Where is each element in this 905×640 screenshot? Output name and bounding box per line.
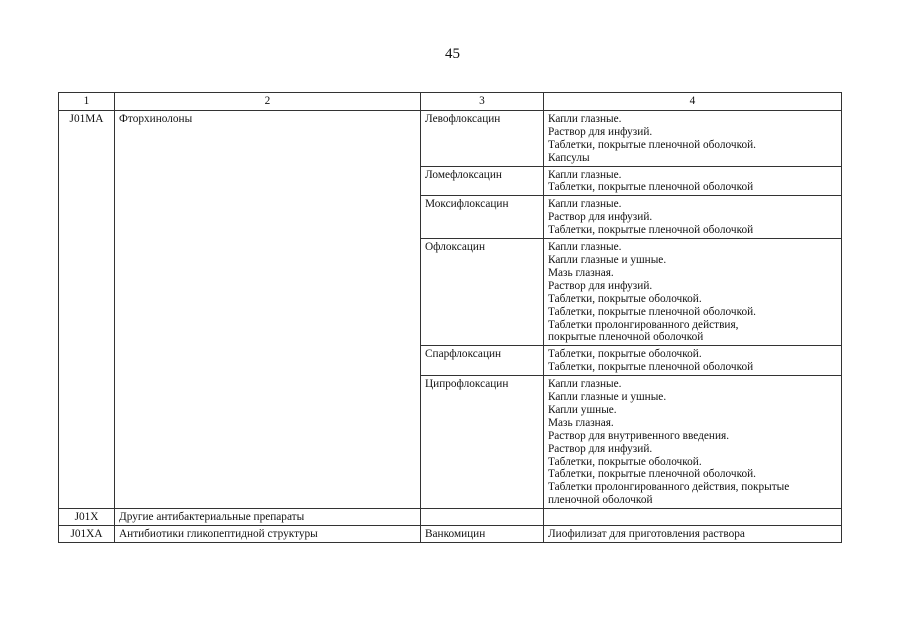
dosage-form: Таблетки, покрытые пленочной оболочкой [548,181,754,194]
dosage-forms [544,166,842,196]
dosage-form: Раствор для внутривенного введения. [548,429,730,442]
drug-name: Офлоксацин [421,239,544,346]
atc-group-name: Другие антибактериальные препараты [115,509,421,526]
dosage-form: Капсулы [548,151,590,164]
drug-name: Моксифлоксацин [421,196,544,239]
drug-name: Спарфлоксацин [421,346,544,376]
atc-code: J01X [59,509,115,526]
dosage-form: Капли глазные. [548,241,622,254]
empty-cell [544,509,842,526]
dosage-form: Таблетки, покрытые оболочкой. [548,292,702,305]
dosage-form: Капли ушные. [548,403,617,416]
header-col-4: 4 [544,93,842,111]
dosage-form: Таблетки пролонгированного действия, [548,318,739,331]
dosage-forms [544,376,842,509]
dosage-form: Таблетки, покрытые оболочкой. [548,348,702,361]
dosage-forms [544,239,842,346]
dosage-form: Капли глазные. [548,112,622,125]
dosage-form: Раствор для инфузий. [548,211,653,224]
dosage-forms [544,346,842,376]
dosage-form: Таблетки, покрытые пленочной оболочкой [548,224,754,237]
dosage-form: Капли глазные. [548,168,622,181]
dosage-form: Мазь глазная. [548,416,614,429]
drug-name: Левофлоксацин [421,110,544,166]
table-row [59,509,842,526]
table-row [59,526,842,543]
dosage-form: Таблетки, покрытые пленочной оболочкой. [548,305,757,318]
dosage-form: Раствор для инфузий. [548,442,653,455]
header-row [59,93,842,111]
dosage-form: Таблетки, покрытые оболочкой. [548,455,702,468]
dosage-form: Таблетки пролонгированного действия, покрытые [548,481,790,494]
empty-cell [421,509,544,526]
drug-name: Ципрофлоксацин [421,376,544,509]
atc-code: J01MA [59,110,115,508]
header-col-1: 1 [59,93,115,111]
dosage-forms [544,196,842,239]
table-row [59,110,842,166]
dosage-form: Таблетки, покрытые пленочной оболочкой. [548,138,757,151]
page-number: 45 [445,46,460,62]
dosage-form: Капли глазные. [548,198,622,211]
dosage-form: Мазь глазная. [548,266,614,279]
dosage-form: Раствор для инфузий. [548,125,653,138]
drug-name: Ломефлоксацин [421,166,544,196]
dosage-form: Капли глазные. [548,378,622,391]
atc-group-name: Фторхинолоны [115,110,421,508]
dosage-form: Раствор для инфузий. [548,279,653,292]
dosage-forms [544,110,842,166]
atc-group-name: Антибиотики гликопептидной структуры [115,526,421,543]
medicines-table [58,92,842,543]
dosage-form: Таблетки, покрытые пленочной оболочкой [548,361,754,374]
dosage-form: Капли глазные и ушные. [548,391,667,404]
header-col-2: 2 [115,93,421,111]
dosage-form: пленочной оболочкой [548,494,653,507]
dosage-form: Капли глазные и ушные. [548,253,667,266]
dosage-form: Лиофилизат для приготовления раствора [548,528,745,541]
dosage-forms [544,526,842,543]
dosage-form: покрытые пленочной оболочкой [548,331,704,344]
dosage-form: Таблетки, покрытые пленочной оболочкой. [548,468,757,481]
atc-code: J01XA [59,526,115,543]
drug-name: Ванкомицин [421,526,544,543]
header-col-3: 3 [421,93,544,111]
